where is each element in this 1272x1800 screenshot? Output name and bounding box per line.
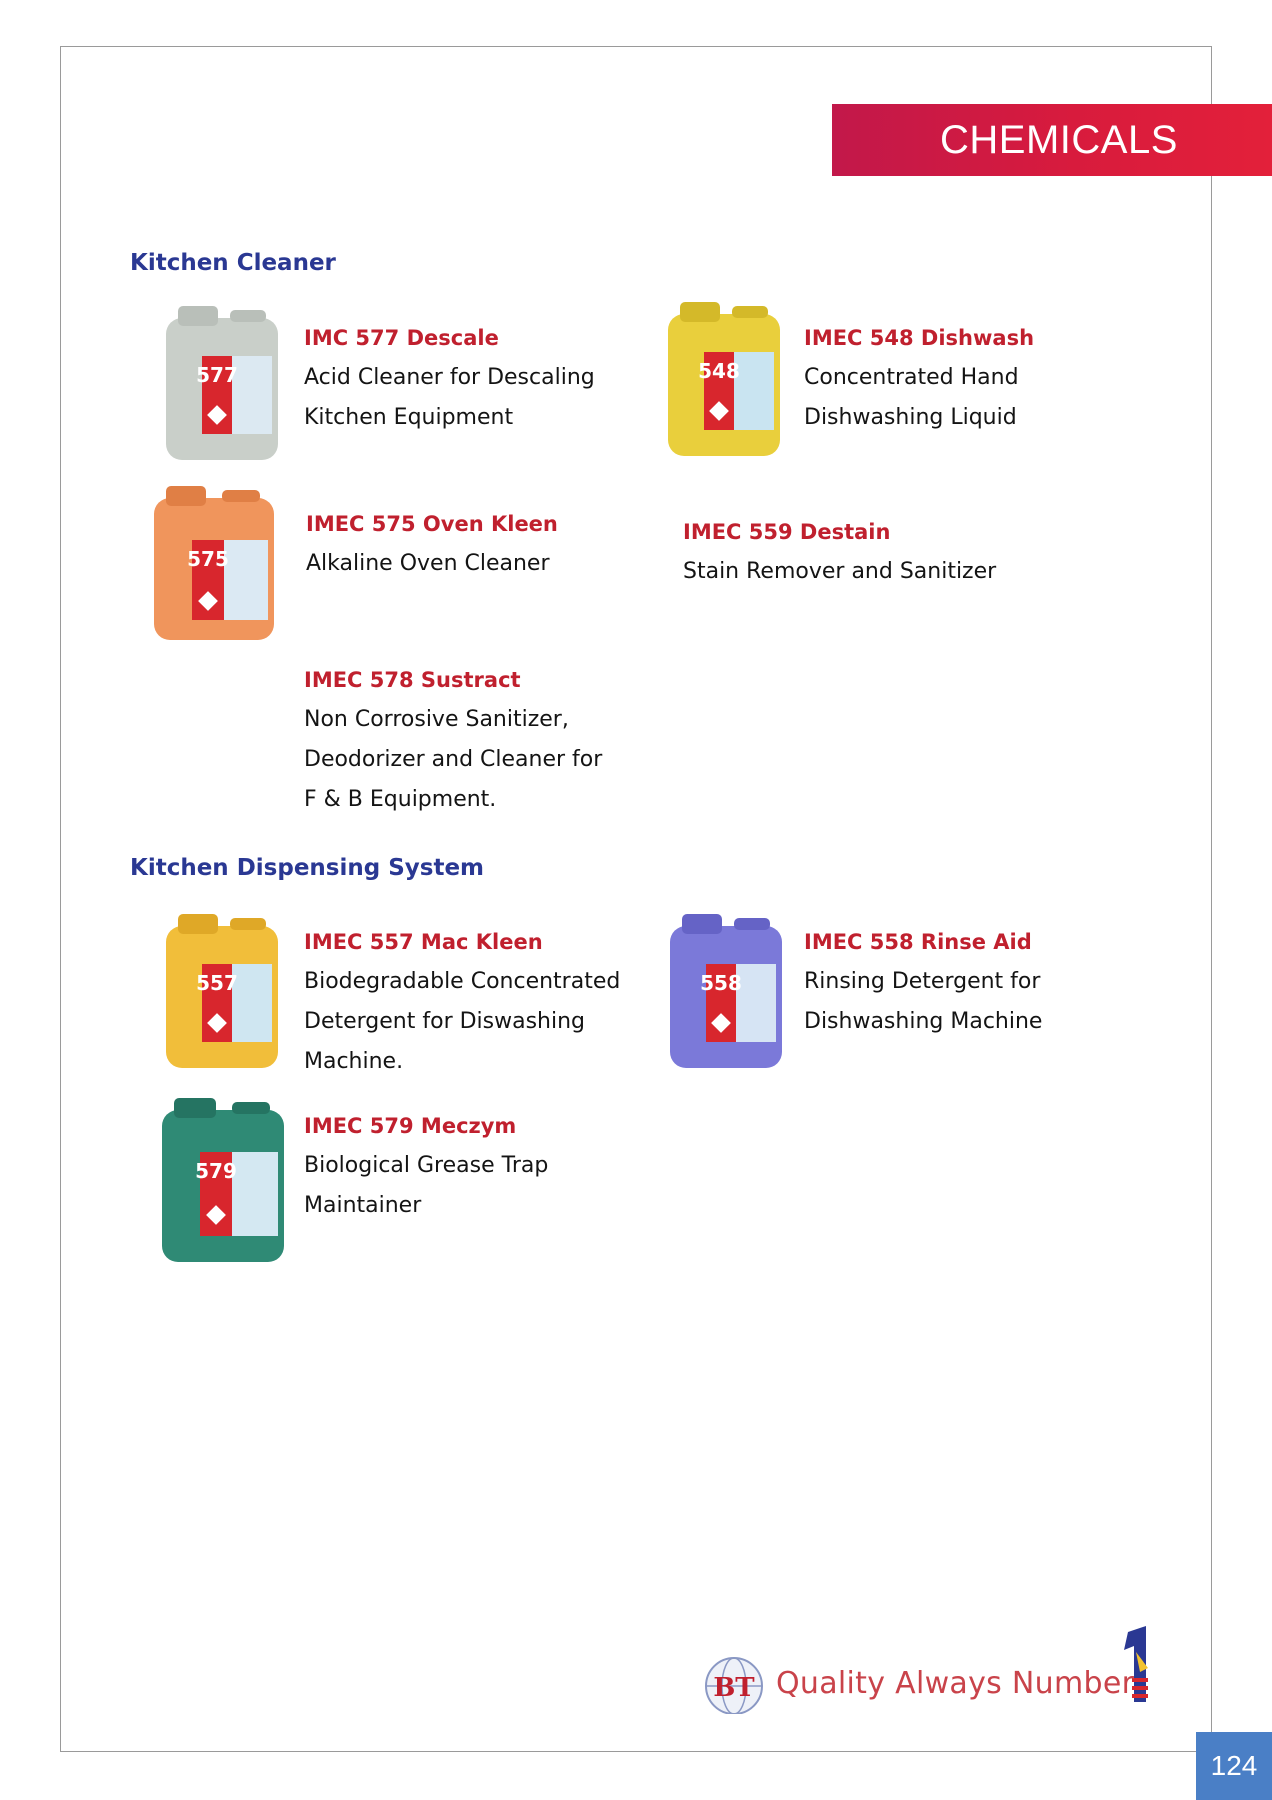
product-desc-line: Biological Grease Trap [304, 1153, 549, 1178]
footer-tagline: Quality Always Number [776, 1666, 1135, 1701]
product-imec-557 [304, 922, 620, 1082]
product-desc-line: Non Corrosive Sanitizer, [304, 707, 569, 732]
product-name: IMEC 559 Destain [683, 520, 891, 544]
product-desc-line: Detergent for Diswashing [304, 1009, 586, 1034]
product-imec-559 [683, 512, 996, 592]
product-desc-line: Deodorizer and Cleaner for [304, 747, 603, 772]
product-image-575 [148, 484, 280, 644]
product-desc-line: Machine. [304, 1049, 404, 1074]
product-image-557 [160, 912, 284, 1072]
product-name: IMEC 579 Meczym [304, 1114, 517, 1138]
product-imec-578 [304, 660, 602, 820]
svg-text:575: 575 [187, 547, 229, 571]
product-name: IMEC 548 Dishwash [804, 326, 1035, 350]
product-desc-line: Alkaline Oven Cleaner [306, 551, 550, 576]
product-imec-548 [804, 318, 1034, 438]
section-title-kitchen-cleaner: Kitchen Cleaner [130, 250, 336, 276]
product-name: IMEC 575 Oven Kleen [306, 512, 558, 536]
product-image-548 [662, 300, 786, 460]
category-banner: CHEMICALS [832, 104, 1272, 176]
section-title-kitchen-dispensing: Kitchen Dispensing System [130, 855, 485, 881]
svg-text:558: 558 [700, 971, 742, 995]
page-frame [60, 46, 1212, 1752]
product-imec-575 [306, 504, 558, 584]
product-image-558 [664, 912, 788, 1072]
product-name: IMEC 578 Sustract [304, 668, 521, 692]
product-image-579 [156, 1096, 290, 1266]
product-imec-558 [804, 922, 1042, 1042]
product-desc-line: Dishwashing Machine [804, 1009, 1043, 1034]
product-image-577 [160, 304, 284, 464]
product-name: IMC 577 Descale [304, 326, 499, 350]
svg-text:579: 579 [195, 1159, 237, 1183]
product-desc-line: Maintainer [304, 1193, 422, 1218]
product-desc-line: Rinsing Detergent for [804, 969, 1041, 994]
product-desc-line: F & B Equipment. [304, 787, 497, 812]
product-desc-line: Kitchen Equipment [304, 405, 514, 430]
svg-text:BT: BT [713, 1673, 755, 1703]
product-desc-line: Stain Remover and Sanitizer [683, 559, 997, 584]
page-number: 124 [1196, 1732, 1272, 1800]
product-desc-line: Acid Cleaner for Descaling [304, 365, 595, 390]
svg-text:557: 557 [196, 971, 238, 995]
product-name: IMEC 557 Mac Kleen [304, 930, 543, 954]
product-imec-579 [304, 1106, 548, 1226]
svg-text:577: 577 [196, 363, 238, 387]
product-desc-line: Biodegradable Concentrated [304, 969, 621, 994]
product-desc-line: Concentrated Hand [804, 365, 1019, 390]
svg-text:548: 548 [698, 359, 740, 383]
product-desc-line: Dishwashing Liquid [804, 405, 1017, 430]
product-name: IMEC 558 Rinse Aid [804, 930, 1032, 954]
product-imc-577 [304, 318, 595, 438]
